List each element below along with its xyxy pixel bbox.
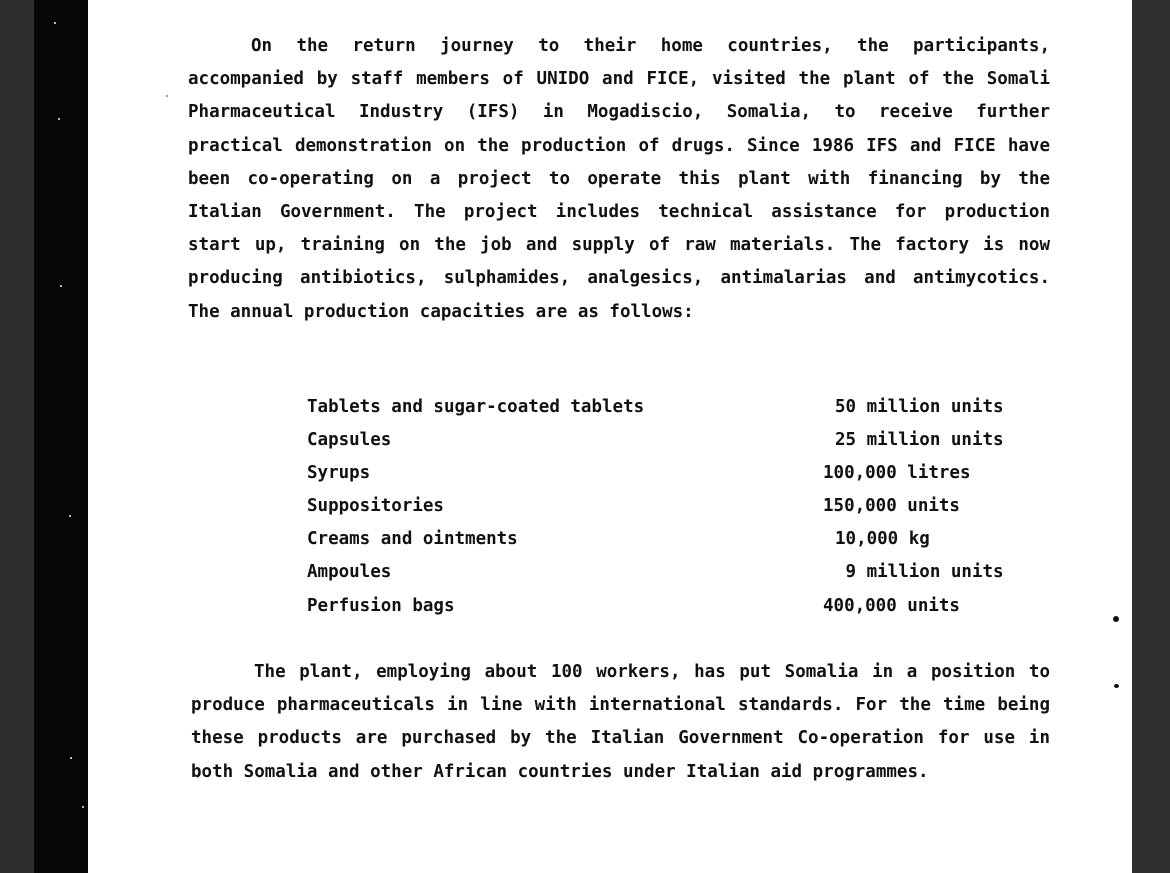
paragraph-intro: On the return journey to their home countries, the participants, accompanied by staff members of UNIDO and FICE, visited the plant of the Somali Pharmaceutical Industry (IFS) in Mogadiscio, Somalia, to receive further practical demonstration on the production of drugs. Since 1986 IFS and FICE have been co-operating on a project to operate this plant with financing by the Italian Government. The project includes technical assistance for production start up, training on the job and supply of raw materials. The factory is now producing antibiotics, sulphamides, analgesics, antimalarias and antimycotics. The annual production capacities are as follows: [188,36,1050,322]
table-row [307,393,1047,426]
scan-speck [58,118,60,120]
row-quantity: 150,000 units [823,496,960,517]
scan-speck [69,515,71,517]
scan-speck [1114,684,1119,688]
table-row [307,426,1047,459]
row-quantity: 400,000 units [823,595,960,616]
table-row [307,558,1047,591]
scan-speck [1113,616,1119,622]
row-item: Capsules [307,430,392,451]
scan-speck [70,757,72,759]
row-item: Tablets and sugar-coated tablets [307,397,645,417]
table-row [307,492,1047,525]
table-row [307,525,1047,558]
row-quantity: 100,000 litres [823,463,971,484]
row-item: Suppositories [307,496,444,517]
scan-dark-edge [34,0,88,873]
left-gutter [0,0,34,873]
document-page [88,0,1132,873]
paragraph-conclusion: The plant, employing about 100 workers, has put Somalia in a position to produce pharmaceuticals in line with international standards. For the time being these products are purchased by the Italian Government Co-operation for use in both Somalia and other African countries under Italian aid programmes. [191,662,1050,782]
scan-speck [82,806,84,808]
row-item: Syrups [307,463,371,484]
right-gutter [1132,0,1170,873]
scan-speck [166,95,168,97]
row-quantity: 10,000 kg [835,529,930,550]
capacities-table [307,393,1047,625]
table-row [307,592,1047,625]
table-row [307,459,1047,492]
row-quantity: 50 million units [835,397,1004,417]
row-item: Creams and ointments [307,529,518,550]
scan-speck [60,285,62,287]
row-quantity: 9 million units [835,562,1004,583]
row-item: Ampoules [307,562,392,583]
row-item: Perfusion bags [307,595,455,616]
scan-speck [54,22,56,24]
row-quantity: 25 million units [835,430,1004,451]
